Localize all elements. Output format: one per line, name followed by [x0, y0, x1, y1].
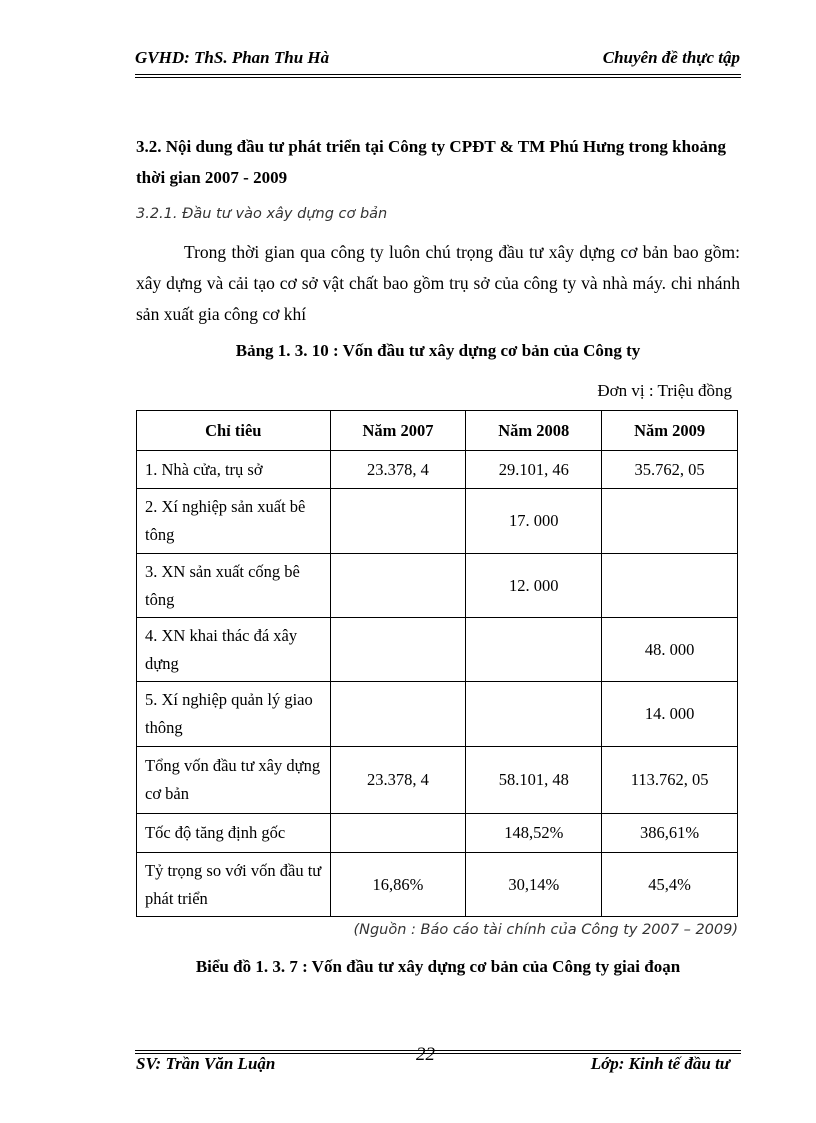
investment-table	[136, 410, 738, 917]
footer-class: Lớp: Kinh tế đầu tư	[590, 1054, 730, 1073]
table-cell: 45,4%	[602, 853, 738, 917]
chart-title: Biểu đồ 1. 3. 7 : Vốn đầu tư xây dựng cơ bản của Công ty giai đoạn	[195, 957, 681, 976]
table-cell	[330, 682, 466, 747]
row-label: 2. Xí nghiệp sản xuất bê tông	[137, 489, 331, 554]
table-source: (Nguồn : Báo cáo tài chính của Công ty 2007 – 2009)	[353, 922, 738, 938]
table-row	[137, 747, 738, 814]
table-cell: 12. 000	[466, 554, 602, 618]
header-cell: Chỉ tiêu	[137, 411, 331, 451]
table-cell: 35.762, 05	[602, 451, 738, 489]
table-cell	[330, 814, 466, 853]
table-cell: 58.101, 48	[466, 747, 602, 814]
table-cell: 16,86%	[330, 853, 466, 917]
header-advisor: GVHD: ThS. Phan Thu Hà	[135, 48, 330, 67]
table-cell: 148,52%	[466, 814, 602, 853]
table-cell: 113.762, 05	[602, 747, 738, 814]
row-label: Tổng vốn đầu tư xây dựng cơ bản	[137, 747, 331, 814]
table-cell: 23.378, 4	[330, 747, 466, 814]
row-label: Tốc độ tăng định gốc	[137, 814, 331, 853]
header-doc-type: Chuyên đề thực tập	[602, 48, 740, 67]
table-cell: 29.101, 46	[466, 451, 602, 489]
table-row	[137, 814, 738, 853]
header-rule	[135, 77, 741, 78]
table-row	[137, 554, 738, 618]
table-cell	[330, 554, 466, 618]
section-title: 3.2. Nội dung đầu tư phát triển tại Công ty CPĐT & TM Phú Hưng trong khoảng thời gian 2007 - 2009	[136, 137, 727, 187]
row-label: 5. Xí nghiệp quản lý giao thông	[137, 682, 331, 747]
table-cell: 386,61%	[602, 814, 738, 853]
table-cell: 30,14%	[466, 853, 602, 917]
table-row	[137, 618, 738, 682]
footer-rule	[135, 1050, 741, 1051]
page-number: 22	[416, 1044, 435, 1065]
row-label: 3. XN sản xuất cống bê tông	[137, 554, 331, 618]
subsection-title: 3.2.1. Đầu tư vào xây dựng cơ bản	[136, 206, 388, 222]
header-cell: Năm 2009	[602, 411, 738, 451]
row-label: 1. Nhà cửa, trụ sở	[137, 451, 331, 489]
table-cell	[466, 618, 602, 682]
table-cell: 14. 000	[602, 682, 738, 747]
table-caption: Bảng 1. 3. 10 : Vốn đầu tư xây dựng cơ bản của Công ty	[235, 341, 641, 360]
table-row	[137, 853, 738, 917]
body-paragraph	[136, 237, 740, 330]
table-cell	[602, 489, 738, 554]
footer-student: SV: Trần Văn Luận	[136, 1054, 276, 1073]
row-label: 4. XN khai thác đá xây dựng	[137, 618, 331, 682]
row-label: Tỷ trọng so với vốn đầu tư phát triển	[137, 853, 331, 917]
table-row	[137, 451, 738, 489]
table-unit: Đơn vị : Triệu đồng	[597, 381, 732, 400]
table-cell	[602, 554, 738, 618]
table-cell: 48. 000	[602, 618, 738, 682]
table-cell	[466, 682, 602, 747]
header-rule	[135, 74, 741, 75]
header-cell: Năm 2007	[330, 411, 466, 451]
table-row	[137, 682, 738, 747]
page-header	[135, 48, 740, 74]
table-row	[137, 489, 738, 554]
header-cell: Năm 2008	[466, 411, 602, 451]
table-cell: 23.378, 4	[330, 451, 466, 489]
paragraph-text: Trong thời gian qua công ty luôn chú trọng đầu tư xây dựng cơ bản bao gồm: xây dựng và cải tạo cơ sở vật chất bao gồm trụ sở của công ty và nhà máy. chi nhánh sản xuất gia công cơ khí	[136, 242, 740, 324]
table-header-row	[137, 411, 738, 451]
table-cell: 17. 000	[466, 489, 602, 554]
table-cell	[330, 489, 466, 554]
table-cell	[330, 618, 466, 682]
